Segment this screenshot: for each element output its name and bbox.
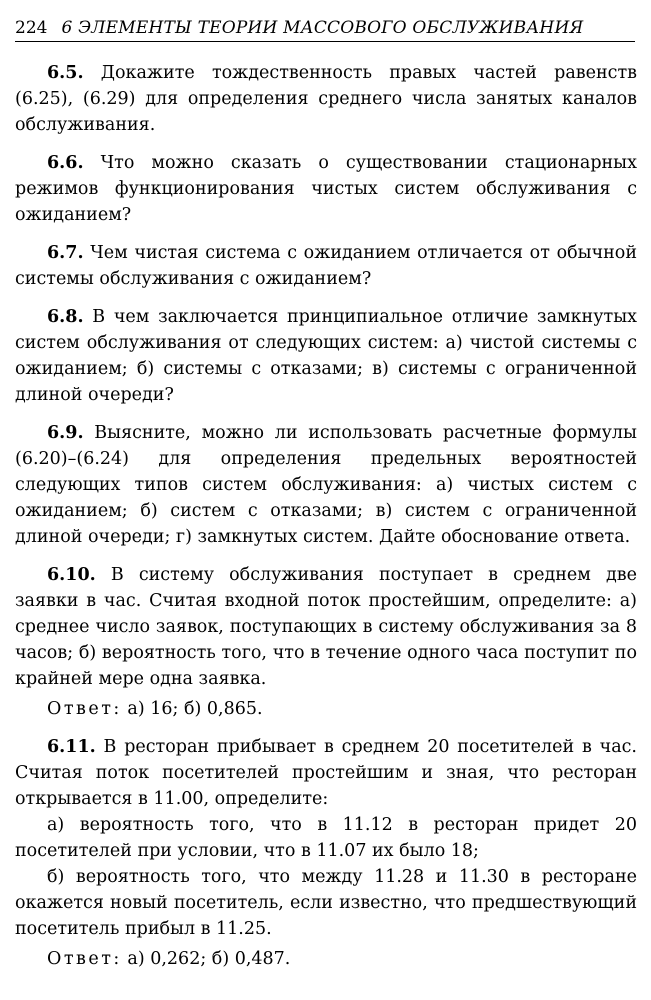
problem-text: Выясните, можно ли использовать расчетные формулы (6.20)–(6.24) для определения предельных вероятностей следующих типов систем обслуживания: а) чистых систем с ожиданием; б) систем с отказами; в) систем с ограниченной длиной очереди; г) замкнутых систем. Дайте обоснование ответа. (15, 423, 637, 547)
page-content (15, 60, 637, 984)
problem-number: 6.5. (47, 63, 84, 83)
problem-text: Чем чистая система с ожиданием отличается от обычной системы обслуживания с ожиданием? (15, 243, 637, 289)
problem-number: 6.10. (47, 565, 96, 585)
problem-number: 6.9. (47, 423, 84, 443)
answer-6-10 (15, 696, 637, 722)
answer-text: а) 16; б) 0,865. (127, 699, 263, 719)
answer-label: Ответ: (47, 699, 122, 719)
page-number: 224 (15, 18, 48, 38)
problem-number: 6.11. (47, 737, 96, 757)
problem-6-6 (15, 150, 637, 228)
problem-number: 6.7. (47, 243, 84, 263)
answer-label: Ответ: (47, 949, 122, 969)
problem-6-7 (15, 240, 637, 292)
problem-6-11-part-a: а) вероятность того, что в 11.12 в ресторан придет 20 посетителей при условии, что в 11.07 их было 18; (15, 815, 637, 861)
problem-text: В ресторан прибывает в среднем 20 посетителей в час. Считая поток посетителей простейшим и зная, что ресторан открывается в 11.00, определите: (15, 737, 637, 809)
problem-6-8 (15, 304, 637, 408)
problem-text: В систему обслуживания поступает в среднем две заявки в час. Считая входной поток простейшим, определите: а) среднее число заявок, поступающих в систему обслуживания за 8 часов; б) вероятность того, что в течение одного часа поступит по крайней мере одна заявка. (15, 565, 637, 689)
problem-number: 6.6. (47, 153, 84, 173)
answer-text: а) 0,262; б) 0,487. (127, 949, 291, 969)
problem-6-10 (15, 562, 637, 692)
problem-text: Что можно сказать о существовании стационарных режимов функционирования чистых систем обслуживания с ожиданием? (15, 153, 637, 225)
running-header (15, 15, 635, 42)
problem-6-11-part-b: б) вероятность того, что между 11.28 и 11.30 в ресторане окажется новый посетитель, если известно, что предшествующий посетитель прибыл в 11.25. (15, 867, 637, 939)
problem-number: 6.8. (47, 307, 84, 327)
problem-text: В чем заключается принципиальное отличие замкнутых систем обслуживания от следующих систем: а) чистой системы с ожиданием; б) системы с отказами; в) системы с ограниченной длиной очереди? (15, 307, 637, 405)
problem-6-11 (15, 734, 637, 812)
problem-6-5 (15, 60, 637, 138)
answer-6-11 (15, 946, 637, 972)
running-title: 6 ЭЛЕМЕНТЫ ТЕОРИИ МАССОВОГО ОБСЛУЖИВАНИЯ (61, 18, 584, 38)
problem-text: Докажите тождественность правых частей равенств (6.25), (6.29) для определения среднего числа занятых каналов обслуживания. (15, 63, 637, 135)
problem-6-9 (15, 420, 637, 550)
